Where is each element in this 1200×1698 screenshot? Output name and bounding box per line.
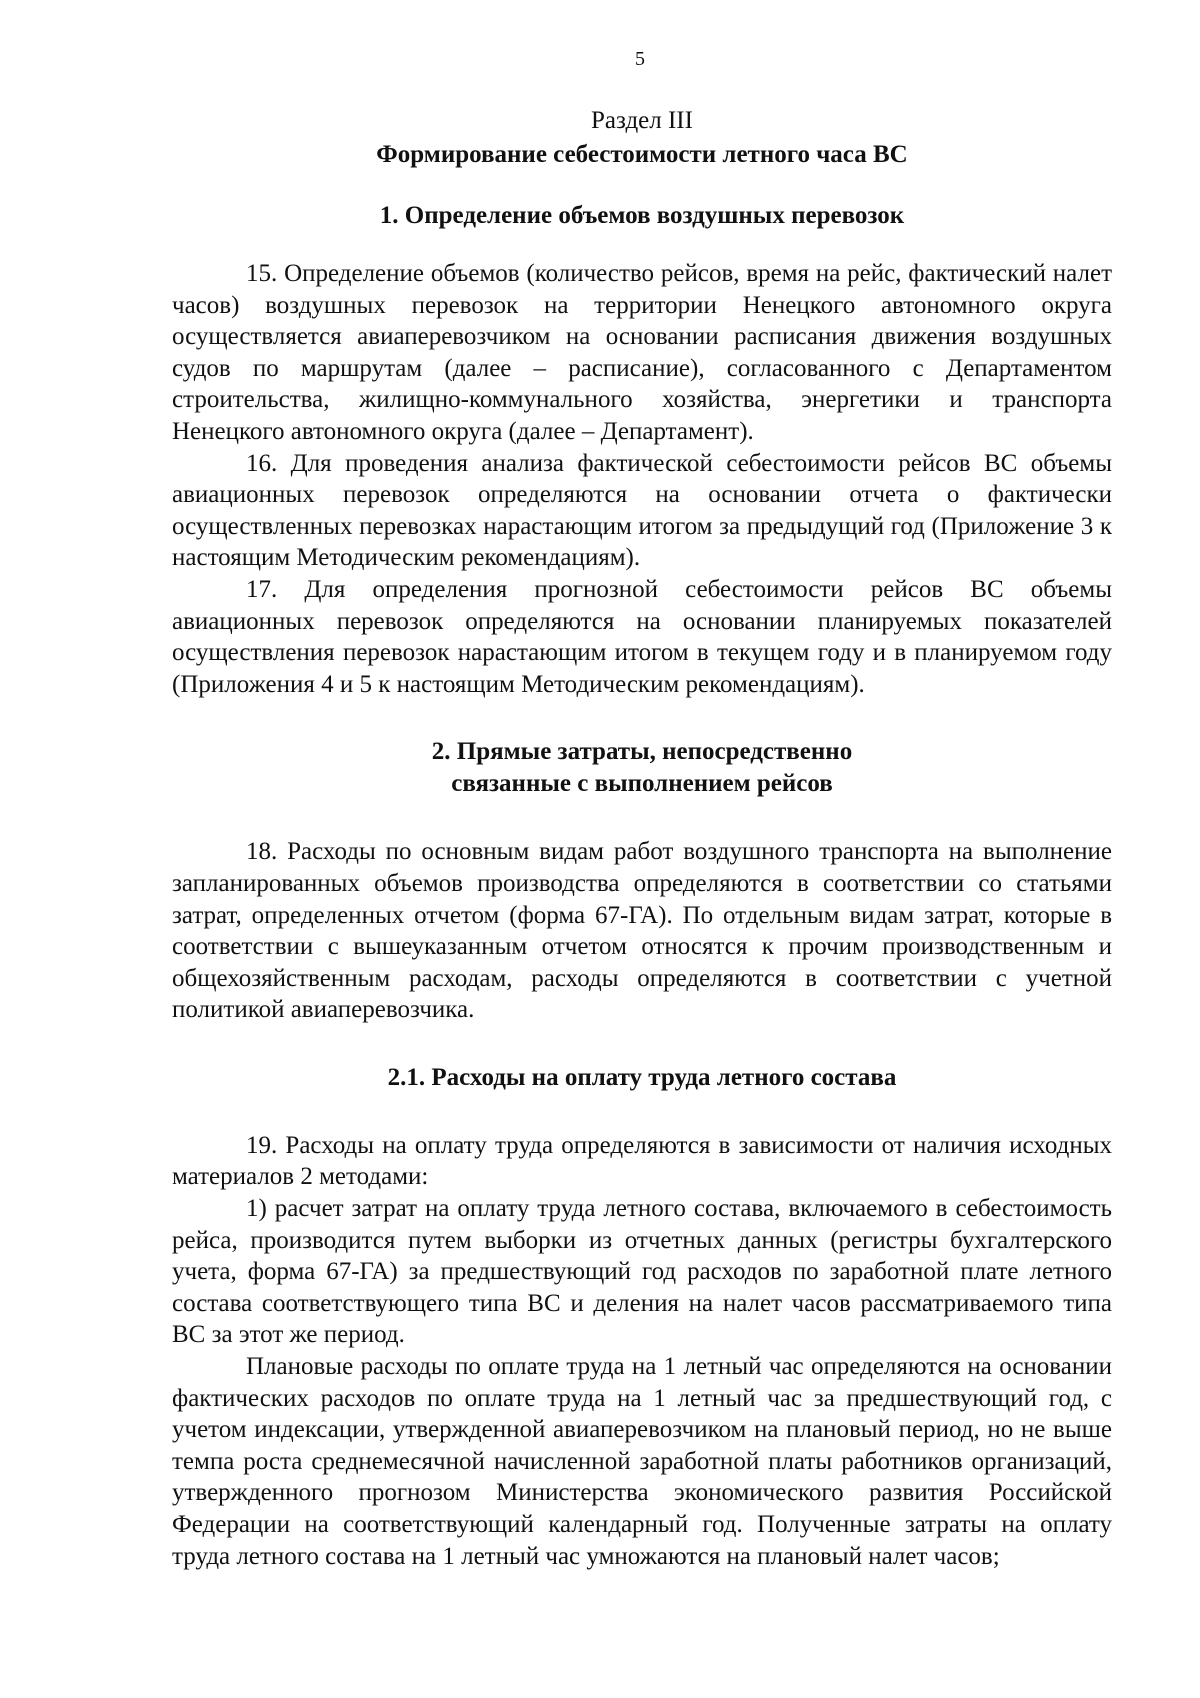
- heading-direct-costs: [172, 736, 1112, 800]
- paragraph-19-planned-costs: Плановые расходы по оплате труда на 1 летный час определяются на основании фактических расходов по оплате труда на 1 летный час за предшествующий год, с учетом индексации, утвержденной авиаперевозчиком на плановый период, но не выше темпа роста среднемесячной начисленной заработной платы работников организаций, утвержденного прогнозом Министерства экономического развития Российской Федерации на соответствующий календарный год. Полученные затраты на оплату труда летного состава на 1 летный час умножаются на плановый налет часов;: [172, 1353, 1112, 1570]
- paragraph-19-item-1: 1) расчет затрат на оплату труда летного состава, включаемого в себестоимость рейса, производится путем выборки из отчетных данных (регистры бухгалтерского учета, форма 67-ГА) за предшествующий год расходов по заработной плате летного состава соответствующего типа ВС и деления на налет часов рассматриваемого типа ВС за этот же период.: [172, 1195, 1112, 1349]
- page-number: 5: [635, 48, 645, 70]
- paragraph-16: 16. Для проведения анализа фактической себестоимости рейсов ВС объемы авиационных перевозок определяются на основании отчета о фактически осуществленных перевозках нарастающим итогом за предыдущий год (Приложение 3 к настоящим Методическим рекомендациям).: [172, 449, 1112, 572]
- heading-direct-costs-line-2: связанные с выполнением рейсов: [451, 770, 833, 798]
- paragraph-18: 18. Расходы по основным видам работ воздушного транспорта на выполнение запланированных объемов производства определяются в соответствии со статьями затрат, определенных отчетом (форма 67-ГА). По отдельным видам затрат, которые в соответствии с вышеуказанным отчетом относятся к прочим производственным и общехозяйственным расходам, расходы определяются в соответствии с учетной политикой авиаперевозчика.: [172, 838, 1112, 1024]
- section-label: Раздел III: [591, 107, 693, 134]
- paragraph-15: 15. Определение объемов (количество рейсов, время на рейс, фактический налет часов) воздушных перевозок на территории Ненецкого автономного округа осуществляется авиаперевозчиком на основании расписания движения воздушных судов по маршрутам (далее – расписание), согласованного с Департаментом строительства, жилищно-коммунального хозяйства, энергетики и транспорта Ненецкого автономного округа (далее – Департамент).: [172, 260, 1112, 445]
- paragraph-19: 19. Расходы на оплату труда определяются в зависимости от наличия исходных материалов 2 методами:: [172, 1131, 1112, 1191]
- heading-direct-costs-line-1: 2. Прямые затраты, непосредственно: [431, 738, 853, 766]
- paragraph-17: 17. Для определения прогнозной себестоимости рейсов ВС объемы авиационных перевозок определяются на основании планируемых показателей осуществления перевозок нарастающим итогом в текущем году и в планируемом году (Приложения 4 и 5 к настоящим Методическим рекомендациям).: [172, 575, 1112, 698]
- heading-traffic-volumes: 1. Определение объемов воздушных перевозок: [379, 202, 905, 229]
- heading-flight-crew-pay: 2.1. Расходы на оплату труда летного состава: [387, 1063, 897, 1091]
- section-title: Формирование себестоимости летного часа ВС: [376, 141, 908, 168]
- document-body: [172, 104, 1112, 1572]
